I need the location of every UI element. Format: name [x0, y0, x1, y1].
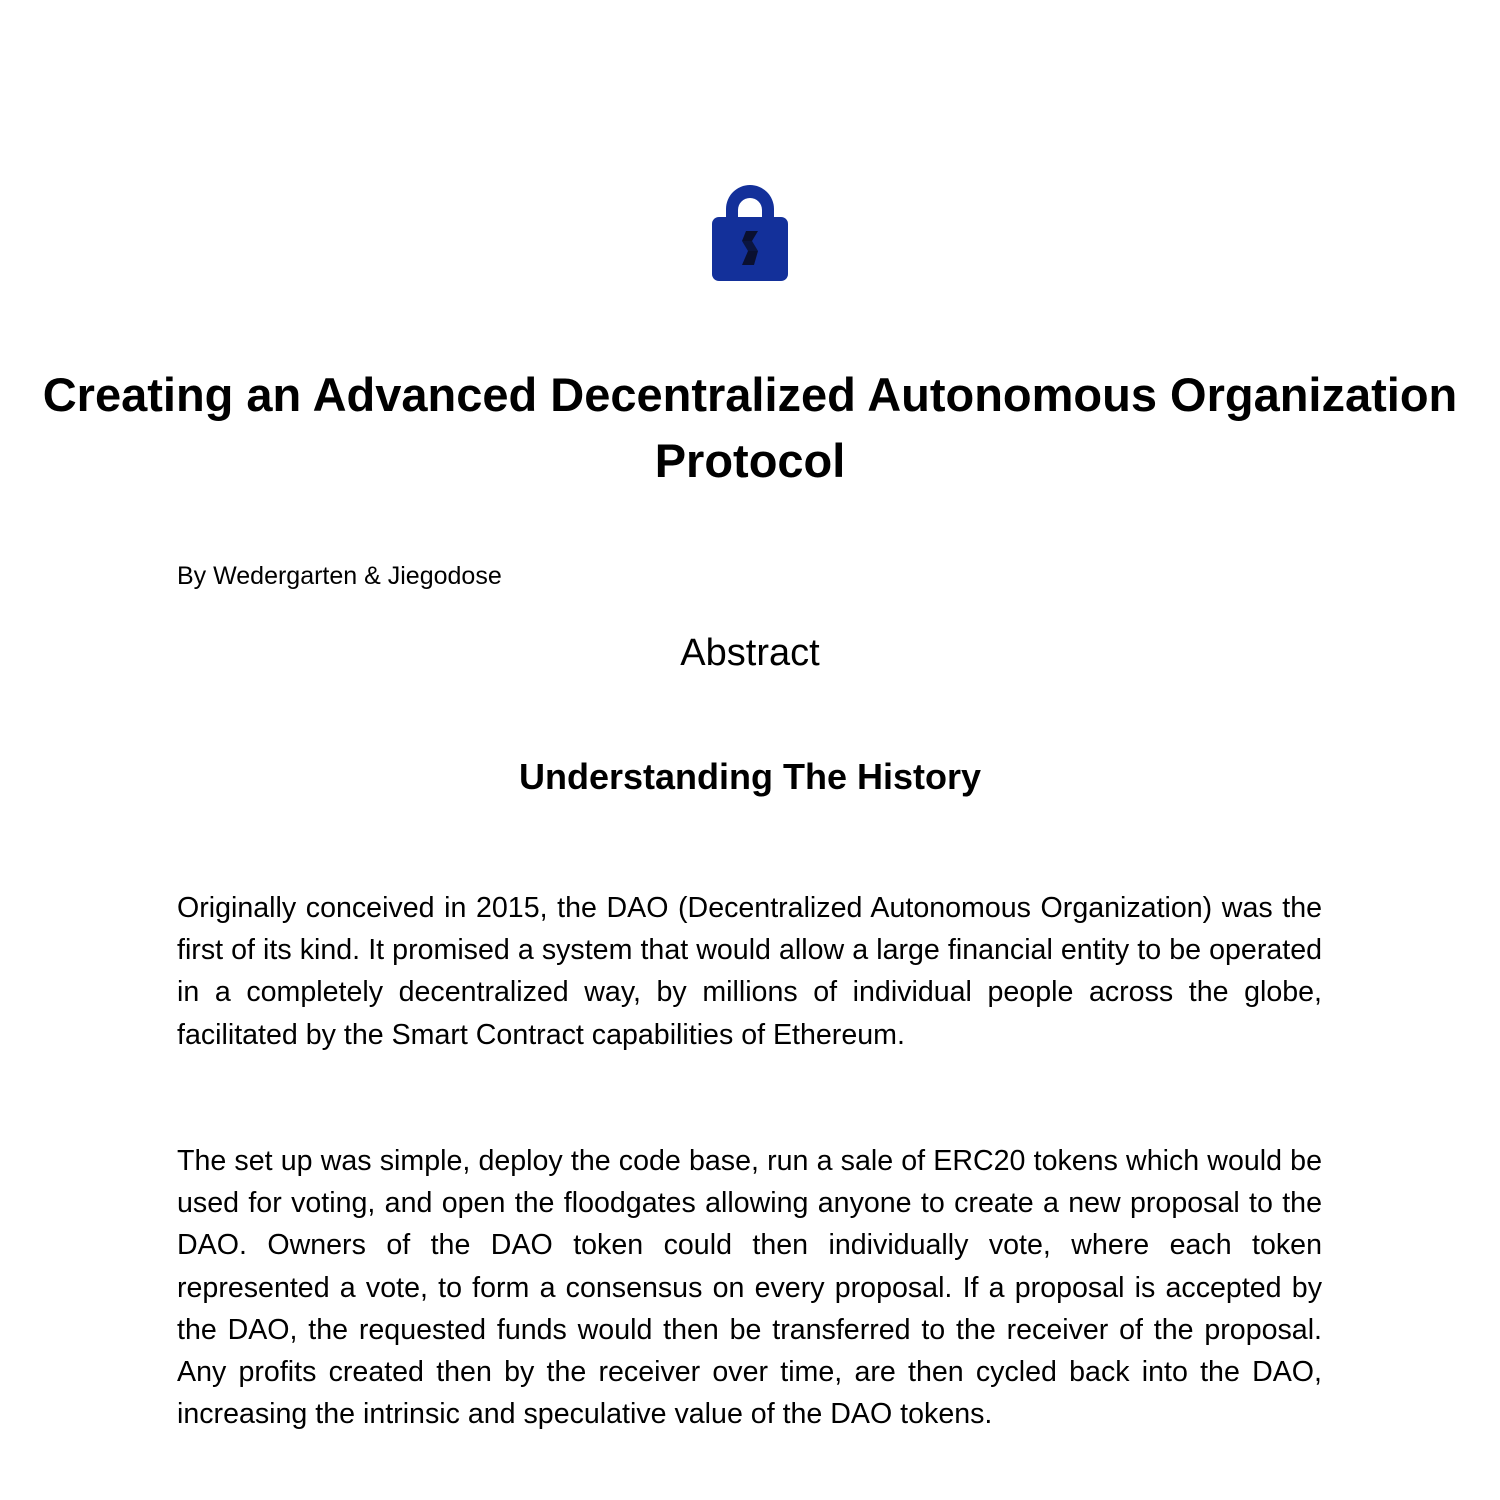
paragraph: The set up was simple, deploy the code base, run a sale of ERC20 tokens which would be used for voting, and open the floodgates allowing anyone to create a new proposal to the DAO. Owners of the DAO token could then individually vote, where each token represented a vote, to form a consensus on every proposal. If a proposal is accepted by the DAO, the requested funds would then be transferred to the receiver of the proposal. Any profits created then by the receiver over time, are then cycled back into the DAO, increasing the intrinsic and speculative value of the DAO tokens.: [177, 1145, 1322, 1431]
abstract-heading: Abstract: [680, 632, 820, 674]
byline: By Wedergarten & Jiegodose: [177, 562, 502, 590]
paragraph: Originally conceived in 2015, the DAO (Decentralized Autonomous Organization) was the first of its kind. It promised a system that would allow a large financial entity to be operated in a completely decentralized way, by millions of individual people across the globe, facilitated by the Smart Contract capabilities of Ethereum.: [177, 892, 1322, 1051]
lock-icon: [712, 183, 788, 281]
document-title: Creating an Advanced Decentralized Autonomous Organization Protocol: [42, 368, 1458, 487]
section-heading: Understanding The History: [518, 756, 982, 797]
